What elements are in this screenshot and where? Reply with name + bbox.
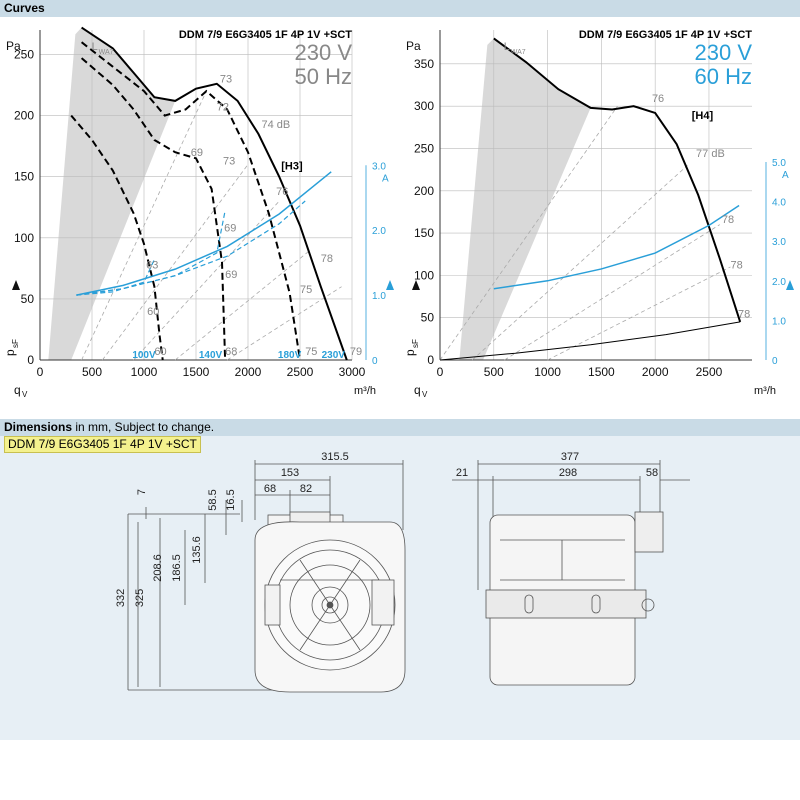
c1-x-tick-6: 3000: [338, 365, 366, 379]
c2-current-tick-1: 1.0: [772, 316, 786, 328]
c1-noise-label-12: 60: [154, 346, 167, 359]
dimensions-note: in mm, Subject to change.: [72, 420, 215, 434]
c2-y-tick-3: 150: [413, 226, 434, 241]
chart-50hz: [0, 20, 400, 400]
c1-x-tick-1: 500: [81, 365, 103, 379]
c1-y-tick-2: 100: [13, 230, 34, 245]
c1-x-tick-2: 1000: [130, 365, 158, 379]
dim-82: 82: [299, 483, 313, 495]
c2-x-tick-2: 1000: [534, 365, 561, 379]
c1-noise-label-8: 69: [225, 269, 238, 282]
c2-y-tick-0: 0: [427, 353, 434, 367]
dimensions-header: [0, 419, 800, 436]
c1-noise-label-0: 73: [219, 73, 233, 86]
curves-header: [0, 0, 800, 17]
dim-153: 153: [280, 467, 300, 479]
c1-noise-label-2: 74 dB: [261, 118, 291, 131]
c1-current-tick-2: 2.0: [372, 226, 386, 238]
c1-x-tick-3: 1500: [182, 365, 210, 379]
c1-voltage-label-2: 180V: [277, 350, 302, 361]
c1-x-unit: m³/h: [354, 385, 376, 397]
c2-supply-freq: 60 Hz: [694, 64, 752, 89]
c1-noise-label-7: 63: [146, 259, 159, 272]
c2-x-tick-0: 0: [436, 365, 444, 379]
c2-y-tick-2: 100: [413, 268, 434, 283]
c2-lwa-sub: WA7: [510, 49, 526, 56]
c1-y-unit: Pa: [6, 39, 21, 53]
c2-y-sub: sF: [411, 339, 420, 348]
c1-y-tick-0: 0: [27, 353, 34, 367]
c2-y-tick-5: 250: [413, 141, 434, 156]
c2-noise-guide-2: [505, 225, 720, 360]
c1-voltage-label-0: 100V: [132, 350, 156, 361]
c1-noise-label-9: 78: [320, 253, 334, 266]
c1-supply-freq: 50 Hz: [294, 64, 352, 89]
c2-y-tick-7: 350: [413, 56, 434, 71]
c2-current-tick-4: 4.0: [772, 197, 786, 209]
c1-noise-label-10: 75: [300, 283, 313, 296]
c1-current-arrow: [386, 280, 394, 290]
c2-noise-label-1: 77 dB: [696, 147, 725, 160]
dim-58-5: 58.5: [207, 489, 219, 511]
c2-noise-label-2: 78: [721, 213, 735, 226]
dim-332: 332: [115, 588, 127, 608]
c2-y-tick-1: 50: [420, 310, 434, 325]
curves-title: Curves: [4, 1, 45, 15]
c1-lwa-sub: WA7: [98, 49, 114, 56]
c1-noise-label-14: 75: [305, 346, 318, 359]
c1-noise-label-5: 76: [276, 186, 289, 198]
c1-noise-label-15: 79: [349, 346, 363, 359]
c1-x-tick-0: 0: [36, 365, 44, 379]
c1-y-arrow: [12, 280, 20, 290]
dim-186-5: 186.5: [171, 554, 183, 582]
c2-x-tick-3: 1500: [588, 365, 615, 379]
c2-noise-label-0: 76: [651, 92, 665, 105]
dimensions-title: Dimensions: [4, 420, 73, 434]
dim-315-5: 315.5: [321, 451, 349, 463]
c1-current-tick-0: 0: [372, 356, 378, 367]
c2-x-tick-5: 2500: [695, 365, 723, 379]
c2-current-tick-2: 2.0: [772, 276, 786, 288]
c2-current-unit: A: [782, 170, 789, 181]
c2-x-tick-1: 500: [483, 365, 504, 379]
c2-lwa-label: L: [503, 41, 510, 53]
c1-title: DDM 7/9 E6G3405 1F 4P 1V +SCT: [178, 29, 352, 41]
c1-marker: [H3]: [281, 160, 303, 173]
c1-lwa-label: L: [91, 41, 98, 53]
c1-current-tick-1: 1.0: [372, 291, 386, 303]
c1-noise-label-11: 60: [147, 305, 160, 318]
c1-y-tick-3: 150: [13, 169, 34, 184]
c1-y-sub: sF: [11, 339, 20, 348]
c2-lwa-shade: [459, 38, 590, 360]
c2-x-unit: m³/h: [754, 385, 776, 397]
dim-377: 377: [560, 451, 580, 463]
c1-x-label: q: [14, 383, 21, 397]
c1-noise-label-13: 68: [225, 346, 238, 359]
c2-current-tick-3: 3.0: [772, 237, 786, 249]
c2-x-sub: V: [422, 390, 428, 399]
dimension-drawings: [0, 440, 800, 740]
c1-voltage-label-3: 230V: [321, 350, 345, 361]
c1-noise-label-3: 69: [190, 146, 204, 159]
c2-marker: [H4]: [691, 109, 714, 122]
c1-voltage-label-1: 140V: [198, 350, 223, 361]
dim-208-6: 208.6: [152, 554, 164, 582]
dim-21: 21: [455, 467, 469, 479]
c2-title: DDM 7/9 E6G3405 1F 4P 1V +SCT: [578, 29, 752, 41]
c1-y-tick-1: 50: [20, 291, 34, 306]
c2-y-tick-6: 300: [413, 99, 434, 114]
dim-325: 325: [134, 588, 146, 608]
c1-noise-label-6: 69: [224, 222, 237, 235]
c1-x-tick-5: 2500: [286, 365, 314, 379]
c1-x-sub: V: [22, 390, 28, 399]
dim-298: 298: [558, 467, 578, 479]
c1-y-label: p: [3, 349, 17, 356]
c2-supply-voltage: 230 V: [694, 40, 752, 65]
c2-noise-label-3: 78: [730, 259, 743, 272]
c1-current-tick-3: 3.0: [372, 161, 386, 173]
c1-supply-voltage: 230 V: [294, 40, 352, 65]
c2-current-arrow: [786, 280, 794, 290]
c1-noise-label-4: 73: [223, 155, 236, 168]
dim-7: 7: [136, 488, 148, 496]
dim-135-6: 135.6: [191, 536, 203, 564]
c2-x-label: q: [414, 383, 421, 397]
c1-current-unit: A: [382, 173, 389, 185]
dim-58: 58: [645, 467, 659, 479]
c1-noise-label-1: 72: [216, 101, 230, 114]
c1-x-tick-4: 2000: [234, 365, 262, 379]
c2-x-tick-4: 2000: [641, 365, 669, 379]
c2-y-unit: Pa: [406, 39, 421, 53]
c1-y-tick-5: 250: [13, 47, 34, 62]
dim-68: 68: [263, 483, 277, 495]
model-tag: DDM 7/9 E6G3405 1F 4P 1V +SCT: [4, 436, 201, 453]
c2-current-tick-0: 0: [772, 356, 778, 367]
c1-y-tick-4: 200: [13, 108, 34, 123]
c2-current-tick-5: 5.0: [772, 158, 786, 169]
c2-y-tick-4: 200: [413, 183, 434, 198]
dim-16-5: 16.5: [225, 489, 237, 511]
c2-noise-label-4: 78: [738, 308, 751, 321]
c2-y-label: p: [403, 349, 417, 356]
chart-60hz: [400, 20, 800, 400]
